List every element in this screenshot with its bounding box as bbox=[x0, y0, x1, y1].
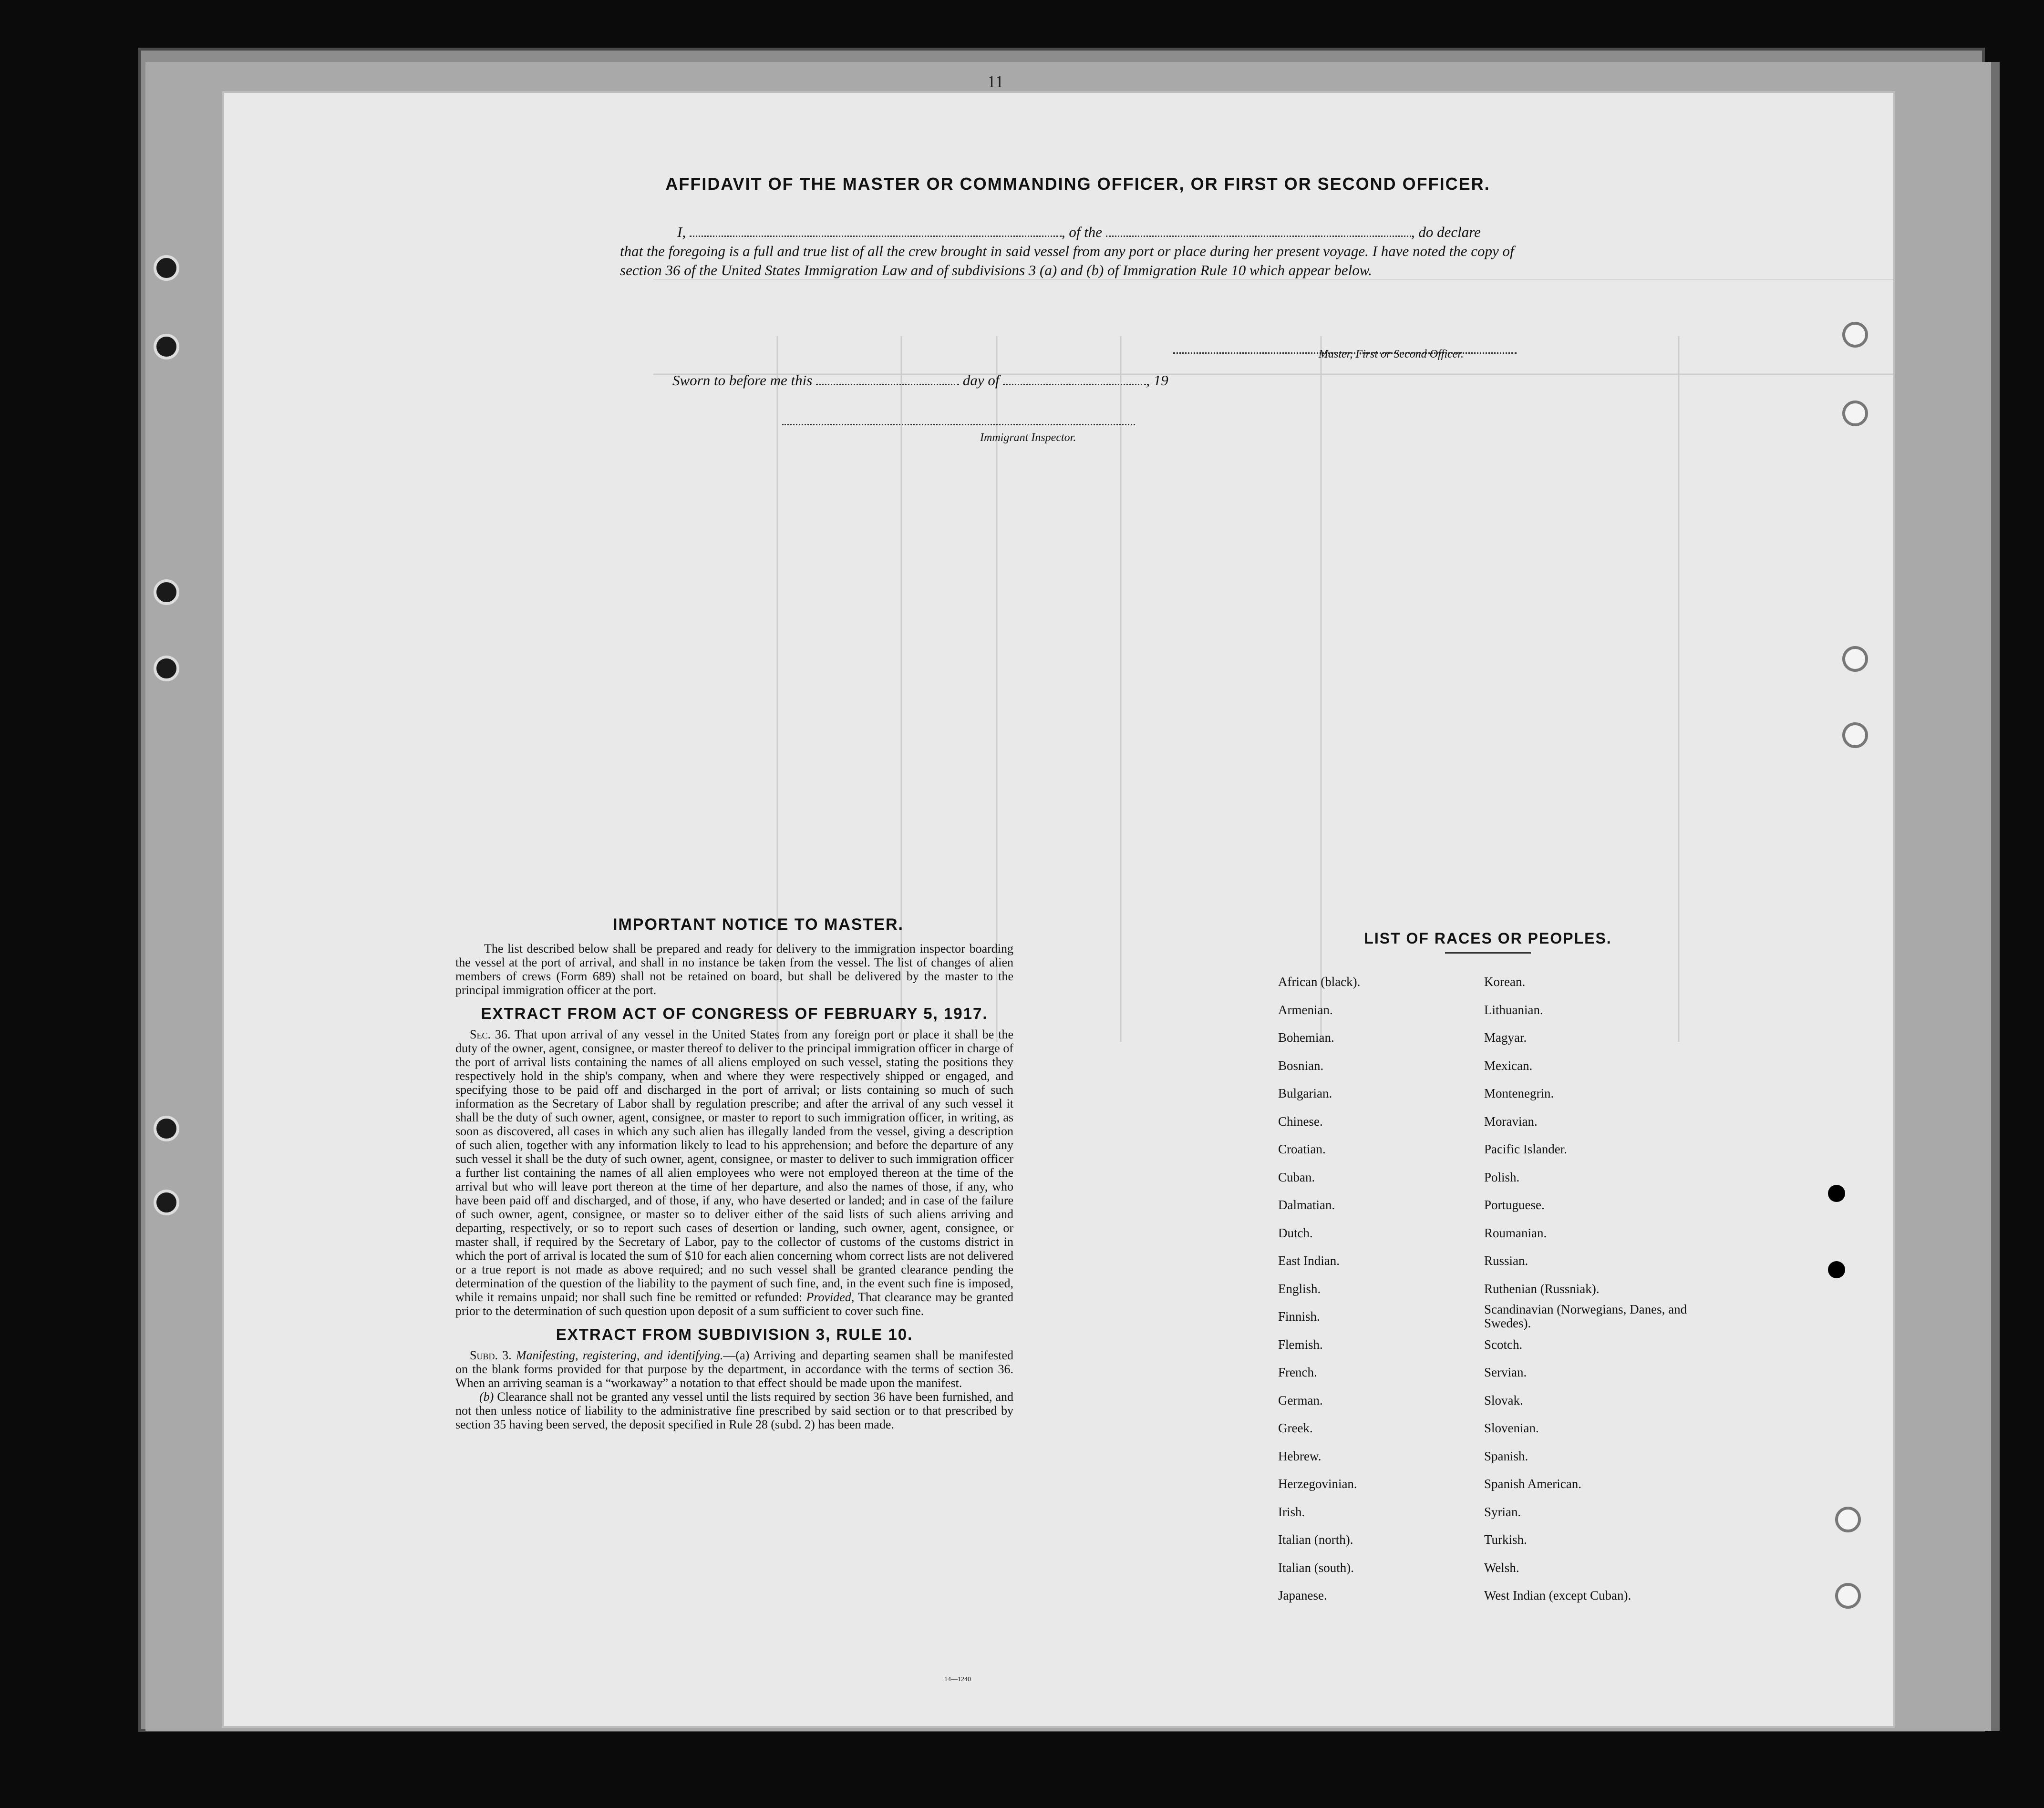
race-item: Korean. bbox=[1484, 975, 1526, 989]
form-number: 14—1240 bbox=[944, 1676, 971, 1683]
extract-rule-text bbox=[455, 1348, 1013, 1390]
race-item: Portuguese. bbox=[1484, 1198, 1545, 1212]
affidavit-declare: , do declare bbox=[1411, 224, 1481, 240]
vessel-blank[interactable] bbox=[1106, 224, 1411, 237]
affidavit-i: I, bbox=[677, 224, 686, 240]
para-b-label: (b) bbox=[479, 1390, 494, 1404]
race-item: Croatian. bbox=[1278, 1142, 1326, 1156]
section-36-text: That upon arrival of any vessel in the United States from any foreign port or place it shall be the duty of the owner, agent, consignee, or master thereof to deliver to the principal immigration officer in charge of the port of arrival lists containing the names of all aliens employed on such vessel, stating the positions they respectively hold in the ship's company, when and where they were respectively shipped or engaged, and specifying those to be paid off and discharged in the port of arrival; or lists containing so much of such information as the Secretary of Labor shall by regulation prescribe; and after the arrival of any such vessel it shall be the duty of such owner, agent, consignee, or master to report to such immigration officer, in writing, as soon as discovered, all cases in which any such alien has illegally landed from the vessel, giving a description of such alien, together with any information likely to lead to his apprehension; and before the departure of any such vessel it shall be the duty of such owner, agent, consignee, or master to deliver to such immigration officer a further list containing the names of all alien employees who were not employed thereon at the time of the arrival but who will leave port thereon at the time of her departure, and also the names of those, if any, who have been paid off and discharged, and of those, if any, who have deserted or landed; and in case of the failure of such owner, agent, consignee, or master so to deliver either of the said lists of such aliens arriving and departing, respectively, or so to report such cases of desertion or landing, such owner, agent, consignee, or master shall, if required by the Secretary of Labor, pay to the collector of customs of the customs district in which the port of arrival is located the sum of $10 for each alien concerning whom correct lists are not delivered or a true report is not made as above required; and no such vessel shall be granted clearance pending the determination of the question of the liability to the payment of such fine, and, in the event such fine is imposed, while it remains unpaid; nor shall such fine be remitted or refunded: bbox=[455, 1027, 1014, 1304]
race-item: Moravian. bbox=[1484, 1114, 1538, 1129]
race-item: Montenegrin. bbox=[1484, 1086, 1554, 1100]
sworn-prefix: Sworn to before me this bbox=[672, 372, 813, 389]
race-item: Greek. bbox=[1278, 1421, 1313, 1435]
race-item: Pacific Islander. bbox=[1484, 1142, 1567, 1156]
binder-hole-icon bbox=[154, 1190, 179, 1215]
subd-label: Subd. 3. bbox=[470, 1348, 512, 1362]
page-hole-icon bbox=[1835, 1583, 1861, 1609]
binder-hole-icon bbox=[154, 579, 179, 605]
race-item: Chinese. bbox=[1278, 1114, 1323, 1129]
race-item: Servian. bbox=[1484, 1365, 1527, 1379]
subd-heading: Manifesting, registering, and identifying. bbox=[516, 1348, 723, 1362]
binder-hole-icon bbox=[154, 1116, 179, 1141]
race-item: Polish. bbox=[1484, 1170, 1520, 1184]
notice-section bbox=[455, 915, 1013, 1431]
page-hole-icon bbox=[1842, 401, 1868, 426]
race-item: Lithuanian. bbox=[1484, 1002, 1543, 1017]
section-36-text-end: That clearance may be granted prior to the determination of such question upon deposit of a sum sufficient to cover such fine. bbox=[455, 1290, 1014, 1318]
races-section bbox=[1269, 930, 1707, 1603]
race-item: Spanish. bbox=[1484, 1448, 1528, 1463]
race-item: Slovenian. bbox=[1484, 1421, 1539, 1435]
page-hole-icon bbox=[1842, 322, 1868, 348]
race-item: Scotch. bbox=[1484, 1337, 1523, 1352]
inspector-label: Immigrant Inspector. bbox=[980, 431, 1076, 444]
binder-hole-icon bbox=[154, 656, 179, 681]
page-hole-icon bbox=[1842, 722, 1868, 748]
inspector-signature-line[interactable] bbox=[782, 412, 1135, 425]
page-punch-icon bbox=[1828, 1261, 1845, 1278]
sworn-day-blank[interactable] bbox=[816, 372, 959, 385]
race-item: Welsh. bbox=[1484, 1560, 1519, 1575]
extract-act-text bbox=[455, 1027, 1013, 1318]
races-underline bbox=[1445, 952, 1531, 954]
race-item: Russian. bbox=[1484, 1253, 1528, 1268]
affidavit-line-1 bbox=[620, 223, 1536, 242]
page-punch-icon bbox=[1828, 1185, 1845, 1202]
race-item: Hebrew. bbox=[1278, 1448, 1321, 1463]
race-item: Bulgarian. bbox=[1278, 1086, 1332, 1100]
race-item: Dalmatian. bbox=[1278, 1198, 1335, 1212]
affidavit-title: AFFIDAVIT OF THE MASTER OR COMMANDING OFFICER, OR FIRST OR SECOND OFFICER. bbox=[665, 174, 1490, 194]
name-blank[interactable] bbox=[690, 224, 1062, 237]
race-item: Ruthenian (Russniak). bbox=[1484, 1281, 1600, 1296]
extract-rule-para-b bbox=[455, 1390, 1013, 1431]
race-item: Irish. bbox=[1278, 1504, 1305, 1519]
extract-act-title: EXTRACT FROM ACT OF CONGRESS OF FEBRUARY 5, 1917. bbox=[481, 1005, 988, 1022]
race-item: Japanese. bbox=[1278, 1588, 1327, 1603]
race-item: Slovak. bbox=[1484, 1393, 1523, 1407]
race-item: Armenian. bbox=[1278, 1002, 1333, 1017]
sworn-year: , 19 bbox=[1146, 372, 1168, 389]
race-item: French. bbox=[1278, 1365, 1317, 1379]
page-hole-icon bbox=[1835, 1507, 1861, 1532]
sworn-day-of: day of bbox=[962, 372, 1000, 389]
race-item: Syrian. bbox=[1484, 1504, 1521, 1519]
race-item: Finnish. bbox=[1278, 1309, 1320, 1324]
affidavit-text: that the foregoing is a full and true list of all the crew brought in said vessel from any port or place during her present voyage. I have noted the copy of section 36 of the United States Immigration Law and of subdivisions 3 (a) and (b) of Immigration Rule 10 which appear below. bbox=[620, 243, 1514, 278]
race-item: Bohemian. bbox=[1278, 1030, 1334, 1045]
notice-text: The list described below shall be prepared and ready for delivery to the immigration inspector boarding the vessel at the port of arrival, and shall in no instance be taken from the vessel. The list of changes of alien members of crews (Form 689) shall not be retained on board, but shall be delivered by the master to the principal immigration officer at the port. bbox=[455, 942, 1013, 997]
section-label: Sec. 36. bbox=[470, 1027, 511, 1041]
race-item: Flemish. bbox=[1278, 1337, 1323, 1352]
race-item: Herzegovinian. bbox=[1278, 1477, 1357, 1491]
race-item: Scandinavian (Norwegians, Danes, and Swedes). bbox=[1484, 1302, 1687, 1330]
races-right-column bbox=[1484, 968, 1699, 1610]
extract-rule-title: EXTRACT FROM SUBDIVISION 3, RULE 10. bbox=[556, 1325, 913, 1343]
para-b-text: Clearance shall not be granted any vessel until the lists required by section 36 have been furnished, and not then unless notice of liability to the administrative fine prescribed by said section or to that prescribed by section 35 having been served, the deposit specified in Rule 28 (subd. 2) has been made. bbox=[455, 1390, 1014, 1431]
race-item: Turkish. bbox=[1484, 1532, 1527, 1547]
binder-hole-icon bbox=[154, 334, 179, 360]
races-title: LIST OF RACES OR PEOPLES. bbox=[1364, 930, 1612, 947]
race-item: West Indian (except Cuban). bbox=[1484, 1588, 1631, 1603]
sworn-line bbox=[672, 372, 1168, 389]
race-item: Magyar. bbox=[1484, 1030, 1527, 1045]
race-item: Mexican. bbox=[1484, 1058, 1533, 1073]
page-mark: 11 bbox=[987, 72, 1004, 91]
race-item: Italian (south). bbox=[1278, 1560, 1354, 1575]
binder-hole-icon bbox=[154, 255, 179, 281]
proviso-word: Provided, bbox=[806, 1290, 855, 1304]
race-item: Spanish American. bbox=[1484, 1477, 1581, 1491]
races-left-column bbox=[1278, 968, 1360, 1610]
page-hole-icon bbox=[1842, 646, 1868, 672]
race-item: East Indian. bbox=[1278, 1253, 1340, 1268]
affidavit-of-the: , of the bbox=[1061, 224, 1103, 240]
race-item: African (black). bbox=[1278, 975, 1361, 989]
subd-para-a: —(a) Arriving and departing seamen shall be manifested on the blank forms provided for that purpose by the department, in accordance with the terms of section 36. When an arriving seaman is a “workaway” a notation to that effect should be made upon the manifest. bbox=[455, 1348, 1013, 1390]
race-item: English. bbox=[1278, 1281, 1321, 1296]
master-signature-label: Master, First or Second Officer. bbox=[1319, 348, 1464, 360]
race-item: German. bbox=[1278, 1393, 1323, 1407]
notice-title: IMPORTANT NOTICE TO MASTER. bbox=[613, 915, 904, 934]
race-item: Cuban. bbox=[1278, 1170, 1315, 1184]
race-item: Dutch. bbox=[1278, 1225, 1313, 1240]
affidavit-body bbox=[620, 223, 1536, 280]
race-item: Bosnian. bbox=[1278, 1058, 1324, 1073]
affidavit-section bbox=[620, 174, 1536, 444]
sworn-month-blank[interactable] bbox=[1003, 372, 1146, 385]
race-item: Roumanian. bbox=[1484, 1225, 1547, 1240]
race-item: Italian (north). bbox=[1278, 1532, 1353, 1547]
